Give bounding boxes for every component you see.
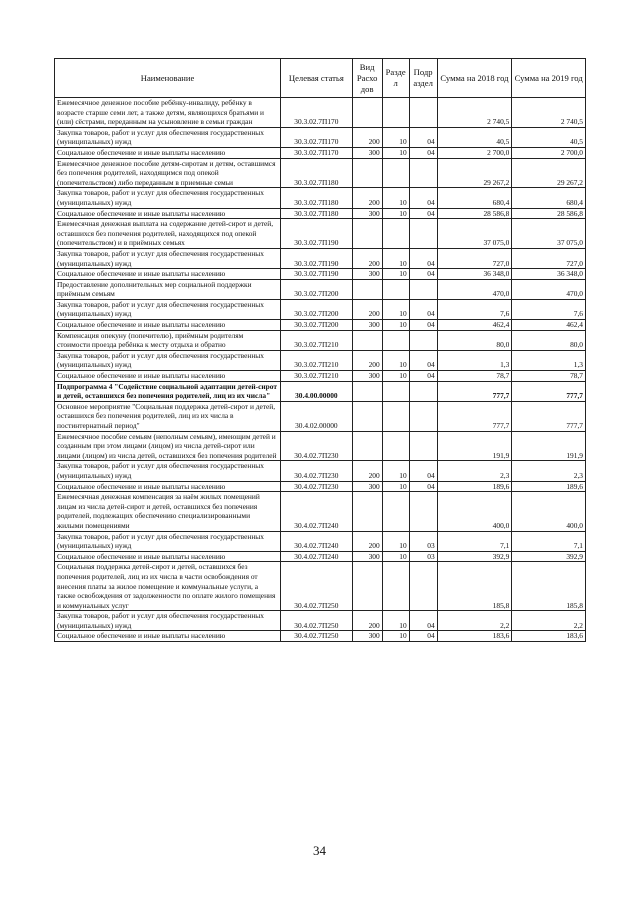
cell-name: Закупка товаров, работ и услуг для обеспечения государственных (муниципальных) нужд — [55, 188, 281, 208]
table-row — [55, 248, 586, 268]
cell-name: Закупка товаров, работ и услуг для обеспечения государственных (муниципальных) нужд — [55, 299, 281, 319]
cell-podrazdel — [409, 158, 437, 188]
cell-podrazdel: 04 — [409, 127, 437, 147]
cell-podrazdel: 04 — [409, 371, 437, 382]
cell-razdel — [382, 330, 409, 350]
cell-razdel: 10 — [382, 127, 409, 147]
cell-vid: 300 — [352, 481, 382, 492]
cell-vid: 200 — [352, 531, 382, 551]
cell-sum-2019: 29 267,2 — [512, 158, 586, 188]
cell-sum-2019: 191,9 — [512, 431, 586, 461]
cell-code: 30.3.02.7П190 — [281, 219, 353, 249]
cell-sum-2018: 191,9 — [437, 431, 512, 461]
cell-vid: 300 — [352, 631, 382, 642]
cell-podrazdel: 03 — [409, 551, 437, 562]
cell-podrazdel — [409, 431, 437, 461]
cell-code: 30.4.02.7П250 — [281, 631, 353, 642]
cell-code: 30.4.02.7П240 — [281, 492, 353, 531]
cell-sum-2018: 7,1 — [437, 531, 512, 551]
cell-sum-2019: 777,7 — [512, 381, 586, 401]
cell-sum-2018: 470,0 — [437, 279, 512, 299]
cell-sum-2018: 80,0 — [437, 330, 512, 350]
cell-sum-2019: 80,0 — [512, 330, 586, 350]
cell-name: Социальное обеспечение и иные выплаты населению — [55, 371, 281, 382]
cell-sum-2019: 7,1 — [512, 531, 586, 551]
table-row — [55, 279, 586, 299]
cell-code: 30.4.02.7П240 — [281, 531, 353, 551]
cell-code: 30.3.02.7П180 — [281, 208, 353, 219]
cell-name: Ежемесячное пособие семьям (неполным семьям), имеющим детей и созданным при этом лицами (лицом) из числа детей-сирот или лицами (лицом) из числа детей, оставшихся без попечения родителей — [55, 431, 281, 461]
cell-name: Социальная поддержка детей-сирот и детей, оставшихся без попечения родителей, лиц из их числа в части освобождения от внесения платы за жилое помещение и коммунальные услуги, а также освобождения от задолженности по оплате жилого помещения и коммунальных услуг — [55, 562, 281, 611]
cell-vid: 200 — [352, 248, 382, 268]
cell-code: 30.3.02.7П190 — [281, 248, 353, 268]
cell-vid — [352, 381, 382, 401]
cell-code: 30.4.02.7П230 — [281, 461, 353, 481]
cell-sum-2018: 777,7 — [437, 381, 512, 401]
cell-podrazdel — [409, 381, 437, 401]
cell-vid — [352, 562, 382, 611]
cell-sum-2018: 28 586,8 — [437, 208, 512, 219]
cell-sum-2018: 392,9 — [437, 551, 512, 562]
table-row — [55, 158, 586, 188]
cell-podrazdel: 04 — [409, 269, 437, 280]
cell-code: 30.3.02.7П170 — [281, 98, 353, 128]
cell-sum-2018: 189,6 — [437, 481, 512, 492]
cell-sum-2019: 392,9 — [512, 551, 586, 562]
cell-vid — [352, 401, 382, 431]
table-row — [55, 320, 586, 331]
cell-podrazdel: 04 — [409, 208, 437, 219]
cell-sum-2019: 183,6 — [512, 631, 586, 642]
table-row — [55, 330, 586, 350]
cell-sum-2019: 2,3 — [512, 461, 586, 481]
cell-razdel — [382, 431, 409, 461]
cell-razdel: 10 — [382, 611, 409, 631]
cell-code: 30.3.02.7П210 — [281, 350, 353, 370]
cell-sum-2018: 78,7 — [437, 371, 512, 382]
cell-name: Ежемесячное денежное пособие детям-сиротам и детям, оставшимся без попечения родителей, находящимся под опекой (попечительством) либо переданным в приемные семьи — [55, 158, 281, 188]
cell-name: Ежемесячное денежное пособие ребёнку-инвалиду, ребёнку в возрасте старше семи лет, а также детям, являющихся братьями и (или) сёстрами, переданным на усыновление в семьи граждан — [55, 98, 281, 128]
table-row — [55, 269, 586, 280]
cell-vid — [352, 431, 382, 461]
cell-sum-2018: 36 348,0 — [437, 269, 512, 280]
cell-code: 30.4.02.00000 — [281, 401, 353, 431]
cell-podrazdel — [409, 330, 437, 350]
table-row — [55, 127, 586, 147]
cell-vid: 200 — [352, 127, 382, 147]
cell-code: 30.3.02.7П210 — [281, 330, 353, 350]
cell-sum-2018: 400,0 — [437, 492, 512, 531]
header-name: Наименование — [55, 59, 281, 98]
header-sum-2018: Сумма на 2018 год — [437, 59, 512, 98]
cell-podrazdel: 04 — [409, 350, 437, 370]
cell-name: Закупка товаров, работ и услуг для обеспечения государственных (муниципальных) нужд — [55, 248, 281, 268]
table-row — [55, 219, 586, 249]
cell-vid — [352, 158, 382, 188]
cell-name: Социальное обеспечение и иные выплаты населению — [55, 269, 281, 280]
cell-razdel: 10 — [382, 188, 409, 208]
table-body — [55, 98, 586, 642]
cell-podrazdel: 04 — [409, 188, 437, 208]
table-row — [55, 492, 586, 531]
cell-vid: 300 — [352, 371, 382, 382]
cell-razdel: 10 — [382, 269, 409, 280]
cell-razdel — [382, 381, 409, 401]
cell-podrazdel — [409, 562, 437, 611]
cell-code: 30.4.02.7П230 — [281, 431, 353, 461]
cell-code: 30.3.02.7П200 — [281, 320, 353, 331]
cell-sum-2019: 470,0 — [512, 279, 586, 299]
cell-code: 30.3.02.7П170 — [281, 147, 353, 158]
cell-vid — [352, 279, 382, 299]
cell-razdel: 10 — [382, 208, 409, 219]
table-row — [55, 381, 586, 401]
cell-podrazdel: 04 — [409, 320, 437, 331]
cell-sum-2018: 29 267,2 — [437, 158, 512, 188]
cell-code: 30.4.02.7П250 — [281, 611, 353, 631]
cell-sum-2018: 2 700,0 — [437, 147, 512, 158]
cell-sum-2018: 2,2 — [437, 611, 512, 631]
cell-podrazdel — [409, 219, 437, 249]
cell-name: Социальное обеспечение и иные выплаты населению — [55, 481, 281, 492]
cell-razdel — [382, 219, 409, 249]
cell-vid — [352, 219, 382, 249]
table-header — [55, 59, 586, 98]
cell-name: Закупка товаров, работ и услуг для обеспечения государственных (муниципальных) нужд — [55, 350, 281, 370]
cell-name: Закупка товаров, работ и услуг для обеспечения государственных (муниципальных) нужд — [55, 611, 281, 631]
cell-code: 30.3.02.7П170 — [281, 127, 353, 147]
table-row — [55, 208, 586, 219]
cell-sum-2019: 462,4 — [512, 320, 586, 331]
cell-name: Ежемесячная денежная компенсация за наём жилых помещений лицам из числа детей-сирот и детей, оставшихся без попечения родителей, подлежащих обеспечению специализированными жилыми помещениями — [55, 492, 281, 531]
cell-razdel: 10 — [382, 481, 409, 492]
cell-podrazdel — [409, 492, 437, 531]
cell-sum-2018: 727,0 — [437, 248, 512, 268]
cell-podrazdel — [409, 98, 437, 128]
cell-razdel: 10 — [382, 248, 409, 268]
header-vid: Вид Расхо дов — [352, 59, 382, 98]
table-row — [55, 401, 586, 431]
table-row — [55, 371, 586, 382]
cell-razdel — [382, 279, 409, 299]
table-row — [55, 562, 586, 611]
cell-sum-2019: 1,3 — [512, 350, 586, 370]
cell-vid: 200 — [352, 299, 382, 319]
cell-sum-2019: 78,7 — [512, 371, 586, 382]
cell-code: 30.4.00.00000 — [281, 381, 353, 401]
cell-podrazdel: 03 — [409, 531, 437, 551]
cell-name: Основное мероприятие "Социальная поддержка детей-сирот и детей, оставшихся без попечения родителей, лиц из их числа в постинтернатный период" — [55, 401, 281, 431]
table-row — [55, 350, 586, 370]
table-row — [55, 631, 586, 642]
header-podrazdel: Подр аздел — [409, 59, 437, 98]
cell-sum-2019: 2,2 — [512, 611, 586, 631]
cell-name: Социальное обеспечение и иные выплаты населению — [55, 320, 281, 331]
table-row — [55, 188, 586, 208]
cell-sum-2019: 7,6 — [512, 299, 586, 319]
cell-sum-2018: 183,6 — [437, 631, 512, 642]
table-row — [55, 431, 586, 461]
cell-sum-2019: 400,0 — [512, 492, 586, 531]
cell-code: 30.3.02.7П200 — [281, 279, 353, 299]
cell-podrazdel: 04 — [409, 299, 437, 319]
cell-sum-2018: 462,4 — [437, 320, 512, 331]
table-row — [55, 299, 586, 319]
cell-sum-2018: 185,8 — [437, 562, 512, 611]
cell-code: 30.4.02.7П230 — [281, 481, 353, 492]
cell-podrazdel: 04 — [409, 611, 437, 631]
cell-razdel: 10 — [382, 551, 409, 562]
budget-table — [54, 58, 586, 642]
cell-razdel: 10 — [382, 350, 409, 370]
cell-razdel: 10 — [382, 320, 409, 331]
cell-name: Социальное обеспечение и иные выплаты населению — [55, 147, 281, 158]
cell-code: 30.3.02.7П210 — [281, 371, 353, 382]
cell-podrazdel: 04 — [409, 248, 437, 268]
header-sum-2019: Сумма на 2019 год — [512, 59, 586, 98]
cell-vid: 200 — [352, 188, 382, 208]
cell-razdel: 10 — [382, 531, 409, 551]
cell-vid: 300 — [352, 551, 382, 562]
cell-code: 30.3.02.7П180 — [281, 188, 353, 208]
cell-name: Социальное обеспечение и иные выплаты населению — [55, 551, 281, 562]
cell-sum-2018: 7,6 — [437, 299, 512, 319]
cell-name: Закупка товаров, работ и услуг для обеспечения государственных (муниципальных) нужд — [55, 461, 281, 481]
cell-vid: 300 — [352, 269, 382, 280]
cell-sum-2019: 680,4 — [512, 188, 586, 208]
cell-name: Подпрограмма 4 "Содействие социальной адаптации детей-сирот и детей, оставшихся без попечения родителей, лиц из их числа" — [55, 381, 281, 401]
cell-code: 30.4.02.7П240 — [281, 551, 353, 562]
cell-sum-2018: 680,4 — [437, 188, 512, 208]
header-razdel: Разде л — [382, 59, 409, 98]
cell-sum-2018: 1,3 — [437, 350, 512, 370]
cell-name: Закупка товаров, работ и услуг для обеспечения государственных (муниципальных) нужд — [55, 127, 281, 147]
cell-razdel — [382, 401, 409, 431]
cell-sum-2019: 2 700,0 — [512, 147, 586, 158]
cell-name: Закупка товаров, работ и услуг для обеспечения государственных (муниципальных) нужд — [55, 531, 281, 551]
cell-sum-2018: 2 740,5 — [437, 98, 512, 128]
cell-vid — [352, 330, 382, 350]
cell-vid — [352, 492, 382, 531]
cell-sum-2018: 777,7 — [437, 401, 512, 431]
cell-sum-2019: 185,8 — [512, 562, 586, 611]
page-number: 34 — [313, 843, 326, 858]
cell-vid: 200 — [352, 611, 382, 631]
cell-podrazdel: 04 — [409, 461, 437, 481]
cell-sum-2019: 36 348,0 — [512, 269, 586, 280]
cell-razdel: 10 — [382, 461, 409, 481]
cell-sum-2019: 37 075,0 — [512, 219, 586, 249]
cell-code: 30.4.02.7П250 — [281, 562, 353, 611]
table-row — [55, 481, 586, 492]
cell-podrazdel — [409, 401, 437, 431]
table-row — [55, 611, 586, 631]
cell-sum-2018: 2,3 — [437, 461, 512, 481]
cell-podrazdel — [409, 279, 437, 299]
cell-razdel: 10 — [382, 299, 409, 319]
cell-razdel: 10 — [382, 147, 409, 158]
cell-vid: 300 — [352, 208, 382, 219]
cell-sum-2019: 777,7 — [512, 401, 586, 431]
cell-sum-2019: 28 586,8 — [512, 208, 586, 219]
cell-code: 30.3.02.7П190 — [281, 269, 353, 280]
cell-name: Компенсация опекуну (попечителю), приёмным родителям стоимости проезда ребёнка к месту отдыха и обратно — [55, 330, 281, 350]
cell-razdel — [382, 562, 409, 611]
cell-sum-2018: 37 075,0 — [437, 219, 512, 249]
cell-sum-2018: 40,5 — [437, 127, 512, 147]
cell-sum-2019: 2 740,5 — [512, 98, 586, 128]
cell-sum-2019: 189,6 — [512, 481, 586, 492]
cell-podrazdel: 04 — [409, 481, 437, 492]
cell-code: 30.3.02.7П200 — [281, 299, 353, 319]
cell-razdel — [382, 158, 409, 188]
header-code: Целевая статья — [281, 59, 353, 98]
cell-name: Социальное обеспечение и иные выплаты населению — [55, 631, 281, 642]
cell-name: Предоставление дополнительных мер социальной поддержки приёмным семьям — [55, 279, 281, 299]
cell-razdel — [382, 492, 409, 531]
cell-podrazdel: 04 — [409, 631, 437, 642]
cell-vid — [352, 98, 382, 128]
cell-sum-2019: 40,5 — [512, 127, 586, 147]
cell-vid: 300 — [352, 147, 382, 158]
table-row — [55, 551, 586, 562]
cell-razdel — [382, 98, 409, 128]
cell-vid: 300 — [352, 320, 382, 331]
cell-sum-2019: 727,0 — [512, 248, 586, 268]
cell-name: Ежемесячная денежная выплата на содержание детей-сирот и детей, оставшихся без попечения родителей, находящихся под опекой (попечительством) и в приёмных семьях — [55, 219, 281, 249]
table-row — [55, 531, 586, 551]
cell-name: Социальное обеспечение и иные выплаты населению — [55, 208, 281, 219]
cell-vid: 200 — [352, 350, 382, 370]
cell-razdel: 10 — [382, 631, 409, 642]
cell-razdel: 10 — [382, 371, 409, 382]
cell-vid: 200 — [352, 461, 382, 481]
table-row — [55, 147, 586, 158]
cell-code: 30.3.02.7П180 — [281, 158, 353, 188]
cell-podrazdel: 04 — [409, 147, 437, 158]
table-row — [55, 98, 586, 128]
table-row — [55, 461, 586, 481]
